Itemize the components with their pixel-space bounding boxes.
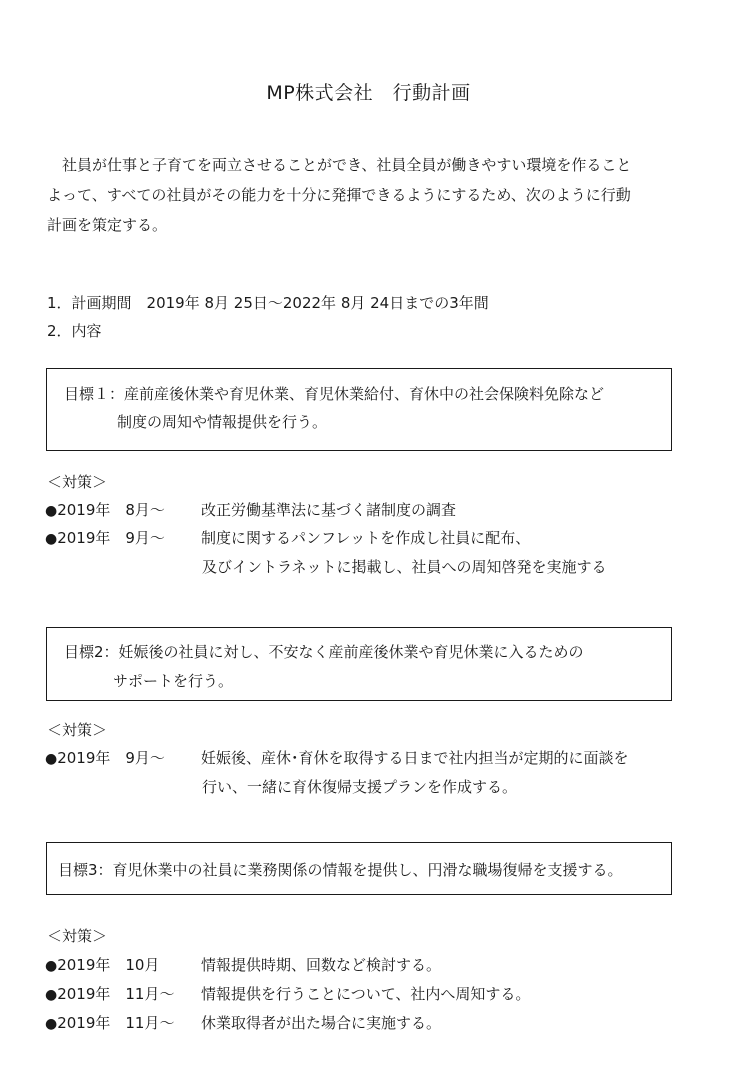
measure-text: 改正労働基準法に基づく諸制度の調査 <box>201 501 457 519</box>
bullet-icon: ● <box>45 958 58 974</box>
goal-2-box <box>46 627 672 701</box>
goal-3-measure-1 <box>45 954 441 975</box>
measure-text: 情報提供時期、回数など検討する。 <box>201 956 442 974</box>
goal-3-measures-label: ＜対策＞ <box>47 927 108 945</box>
bullet-icon: ● <box>45 503 58 519</box>
bullet-icon: ● <box>45 751 58 767</box>
goal-2-measure-1 <box>45 747 629 768</box>
goal-1-measure-2 <box>45 527 530 548</box>
goal-3-box <box>46 842 672 895</box>
bullet-icon: ● <box>45 531 58 547</box>
measure-date: 2019年 11月～ <box>57 985 175 1003</box>
goal-2-measures-label: ＜対策＞ <box>47 721 108 739</box>
goal-2-line-1: 目標2：妊娠後の社員に対し、不安なく産前産後休業や育児休業に入るための <box>64 643 584 661</box>
goal-3-measure-2 <box>45 983 530 1004</box>
intro-line-2: よって、すべての社員がその能力を十分に発揮できるようにするため、次のように行動 <box>47 186 631 204</box>
goal-1-line-2: 制度の周知や情報提供を行う。 <box>117 413 328 431</box>
measure-date: 2019年 8月～ <box>57 501 165 519</box>
bullet-icon: ● <box>45 1016 58 1032</box>
goal-1-box <box>46 368 672 451</box>
page-title: MP株式会社 行動計画 <box>266 82 471 104</box>
measure-date: 2019年 10月 <box>57 956 160 974</box>
goal-2-line-2: サポートを行う。 <box>113 672 234 690</box>
contents-heading: 2．内容 <box>47 322 102 340</box>
goal-1-measure-1 <box>45 499 456 520</box>
measure-date: 2019年 9月～ <box>57 529 165 547</box>
goal-1-measures-label: ＜対策＞ <box>47 473 108 491</box>
goal-1-line-1: 目標１：産前産後休業や育児休業、育児休業給付、育休中の社会保険料免除など <box>64 385 605 403</box>
measure-text: 制度に関するパンフレットを作成し社員に配布、 <box>201 529 531 547</box>
measure-text: 情報提供を行うことについて、社内へ周知する。 <box>201 985 531 1003</box>
goal-3-line-1: 目標3：育児休業中の社員に業務関係の情報を提供し、円滑な職場復帰を支援する。 <box>58 861 623 879</box>
goal-1-measure-continuation: 及びイントラネットに掲載し、社員への周知啓発を実施する <box>202 558 607 576</box>
measure-date: 2019年 9月～ <box>57 749 165 767</box>
measure-text: 妊娠後、産休･育休を取得する日まで社内担当が定期的に面談を <box>201 749 629 767</box>
bullet-icon: ● <box>45 987 58 1003</box>
goal-2-measure-continuation: 行い、一緒に育休復帰支援プランを作成する。 <box>202 778 518 796</box>
goal-3-measure-3 <box>45 1012 441 1033</box>
plan-period: 1．計画期間 2019年 8月 25日～2022年 8月 24日までの3年間 <box>47 294 489 312</box>
measure-date: 2019年 11月～ <box>57 1014 175 1032</box>
intro-line-1: 社員が仕事と子育てを両立させることができ、社員全員が働きやすい環境を作ること <box>47 156 632 174</box>
intro-line-3: 計画を策定する。 <box>47 216 168 234</box>
measure-text: 休業取得者が出た場合に実施する。 <box>201 1014 442 1032</box>
